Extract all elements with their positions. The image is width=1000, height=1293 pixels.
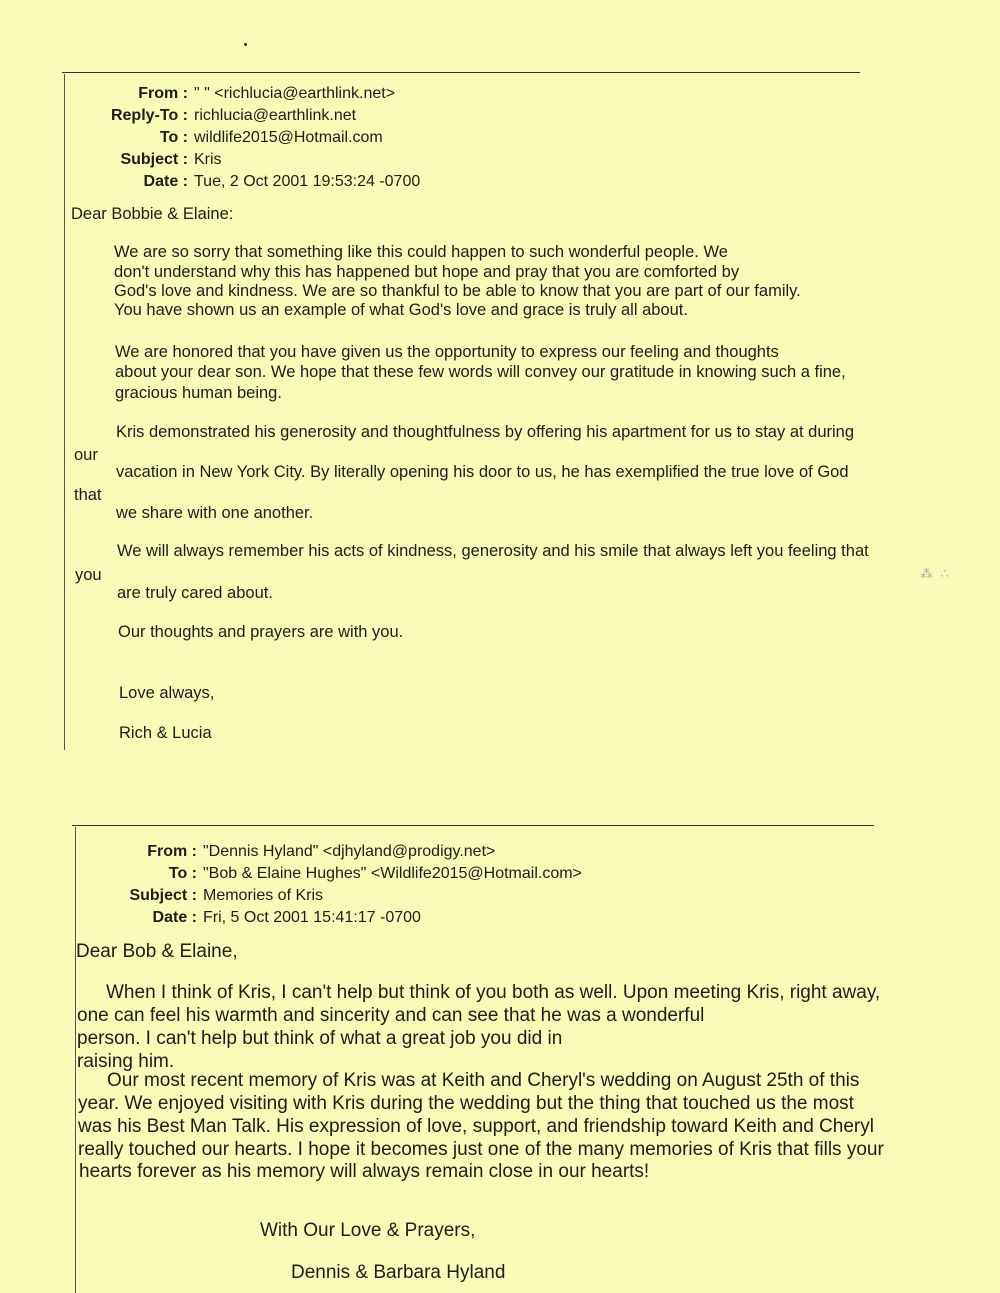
email1-line: that [74,486,102,504]
to-label: To : [159,129,188,146]
email2-greeting: Dear Bob & Elaine, [76,941,238,962]
email1-greeting: Dear Bobbie & Elaine: [71,205,234,223]
subject-label: Subject : [120,151,188,168]
email2-line: raising him. [77,1051,175,1072]
email1-line: vacation in New York City. By literally opening his door to us, he has exemplified the true love of God [116,463,849,481]
email1-header [64,83,420,193]
email1-line: we share with one another. [116,504,314,522]
reply-to-row [64,105,420,127]
from-label: From : [138,85,188,102]
faint-smudge: ⁂ ∴ [920,566,951,581]
from-label: From : [147,843,197,860]
email2-line: When I think of Kris, I can't help but think of you both as well. Upon meeting Kris, right away, [106,982,881,1003]
reply-to-value: richlucia@earthlink.net [194,107,357,124]
to-value: wildlife2015@Hotmail.com [194,129,383,146]
date-row [73,907,582,929]
email1-line: you [75,566,102,584]
email2-signoff: With Our Love & Prayers, [260,1220,476,1241]
email1-top-rule [62,72,860,73]
to-row [73,863,582,885]
email2-header [73,841,582,929]
email2-signature: Dennis & Barbara Hyland [291,1262,506,1283]
to-value: "Bob & Elaine Hughes" <Wildlife2015@Hotmail.com> [203,865,582,882]
email1-line: You have shown us an example of what God's love and grace is truly all about. [114,301,688,319]
email1-signature: Rich & Lucia [119,724,212,742]
from-row [73,841,582,863]
date-label: Date : [143,173,188,190]
email2-line: hearts forever as his memory will always remain close in our hearts! [79,1161,650,1182]
email2-line: Our most recent memory of Kris was at Keith and Cheryl's wedding on August 25th of this [107,1070,860,1091]
email1-line: Our thoughts and prayers are with you. [118,623,404,641]
to-row [64,127,420,149]
email2-line: year. We enjoyed visiting with Kris during the wedding but the thing that touched us the most [78,1093,854,1114]
email2-line: one can feel his warmth and sincerity and can see that he was a wonderful [77,1005,705,1026]
subject-label: Subject : [129,887,197,904]
email1-line: God's love and kindness. We are so thankful to be able to know that you are part of our family. [114,282,801,300]
from-row [64,83,420,105]
from-value: "Dennis Hyland" <djhyland@prodigy.net> [203,843,496,860]
email1-line: don't understand why this has happened but hope and pray that you are comforted by [114,263,740,281]
subject-value: Kris [194,151,222,168]
email2-line: person. I can't help but think of what a great job you did in [77,1028,563,1049]
to-label: To : [168,865,197,882]
email1-line: Kris demonstrated his generosity and thoughtfulness by offering his apartment for us to stay at during [116,423,855,441]
email2-top-rule [72,825,874,826]
subject-row [64,149,420,171]
email1-line: We are honored that you have given us the opportunity to express our feeling and thoughts [115,343,779,361]
email1-line: are truly cared about. [117,584,273,602]
email1-line: our [74,446,98,464]
subject-value: Memories of Kris [203,887,324,904]
subject-row [73,885,582,907]
email1-signoff: Love always, [119,684,215,702]
speck-mark [244,43,247,46]
date-row [64,171,420,193]
date-value: Tue, 2 Oct 2001 19:53:24 -0700 [194,173,421,190]
date-label: Date : [152,909,197,926]
from-value: " " <richlucia@earthlink.net> [194,85,396,102]
reply-to-label: Reply-To : [110,107,188,124]
email2-line: really touched our hearts. I hope it becomes just one of the many memories of Kris that fills your [78,1139,884,1160]
date-value: Fri, 5 Oct 2001 15:41:17 -0700 [203,909,421,926]
email1-line: We will always remember his acts of kindness, generosity and his smile that always left you feeling that [117,542,869,560]
email1-line: about your dear son. We hope that these few words will convey our gratitude in knowing such a fine, [115,363,846,381]
email1-line: gracious human being. [115,384,282,402]
email2-line: was his Best Man Talk. His expression of love, support, and friendship toward Keith and Cheryl [78,1116,874,1137]
email1-line: We are so sorry that something like this could happen to such wonderful people. We [114,243,728,261]
